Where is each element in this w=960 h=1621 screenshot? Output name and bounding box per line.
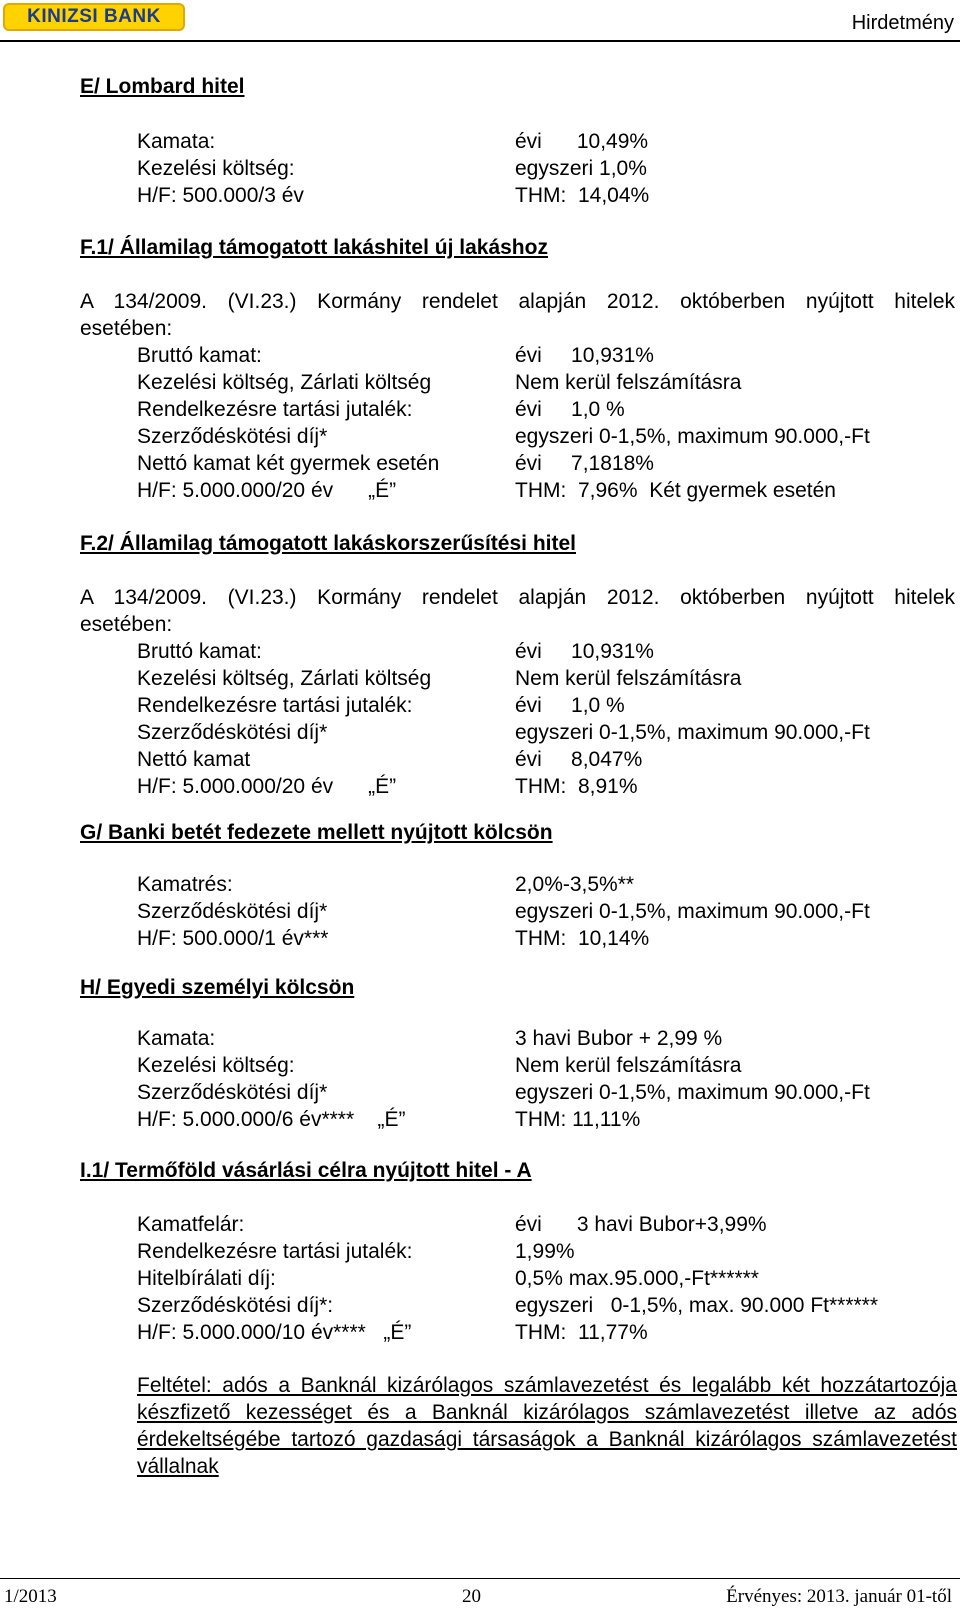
- row-value: évi 1,0 %: [515, 398, 625, 421]
- row-label: Bruttó kamat:: [137, 344, 262, 367]
- row-label: H/F: 5.000.000/6 év**** „É”: [137, 1108, 406, 1131]
- row-value: THM: 14,04%: [515, 184, 650, 207]
- row-label: H/F: 5.000.000/20 év „É”: [137, 479, 397, 502]
- footer-divider: [0, 1578, 960, 1579]
- row-value: THM: 11,77%: [515, 1321, 648, 1344]
- section-f1-title: F.1/ Államilag támogatott lakáshitel új lakáshoz: [80, 236, 548, 259]
- row-value: egyszeri 0-1,5%, maximum 90.000,-Ft: [515, 900, 870, 923]
- row-label: Kezelési költség, Zárlati költség: [137, 371, 432, 394]
- row-value: évi 10,931%: [515, 640, 654, 663]
- section-f2-title: F.2/ Államilag támogatott lakáskorszerűsítési hitel: [80, 532, 576, 555]
- row-label: H/F: 5.000.000/10 év**** „É”: [137, 1321, 412, 1344]
- row-label: Hitelbírálati díj:: [137, 1267, 276, 1290]
- row-label: Kamata:: [137, 1027, 216, 1050]
- intro-text: esetében:: [80, 317, 173, 340]
- bank-logo: [3, 3, 185, 31]
- section-g-title: G/ Banki betét fedezete mellett nyújtott kölcsön: [80, 821, 553, 844]
- row-label: Szerződéskötési díj*: [137, 425, 328, 448]
- row-value: évi 3 havi Bubor+3,99%: [515, 1213, 767, 1236]
- row-label: Szerződéskötési díj*: [137, 721, 328, 744]
- row-label: Kezelési költség:: [137, 1054, 295, 1077]
- row-label: Kezelési költség:: [137, 157, 295, 180]
- section-i1-title: I.1/ Termőföld vásárlási célra nyújtott hitel - A: [80, 1159, 532, 1182]
- row-value: THM: 8,91%: [515, 775, 638, 798]
- page-number: 20: [462, 1586, 481, 1607]
- row-label: Nettó kamat: [137, 748, 251, 771]
- row-label: Kezelési költség, Zárlati költség: [137, 667, 432, 690]
- row-value: 1,99%: [515, 1240, 575, 1263]
- row-value: évi 1,0 %: [515, 694, 625, 717]
- row-value: THM: 7,96% Két gyermek esetén: [515, 479, 836, 502]
- row-label: Szerződéskötési díj*:: [137, 1294, 334, 1317]
- header-divider: [0, 40, 960, 42]
- row-value: egyszeri 1,0%: [515, 157, 647, 180]
- footer-validity: Érvényes: 2013. január 01-től: [726, 1586, 952, 1607]
- row-value: THM: 10,14%: [515, 927, 650, 950]
- row-value: Nem kerül felszámításra: [515, 667, 742, 690]
- row-label: H/F: 500.000/1 év***: [137, 927, 329, 950]
- logo-text: KINIZSI BANK: [27, 6, 161, 27]
- row-label: Kamata:: [137, 130, 216, 153]
- row-value: évi 10,931%: [515, 344, 654, 367]
- footer-edition: 1/2013: [4, 1586, 57, 1607]
- condition-text: Feltétel: adós a Banknál kizárólagos számlavezetést és legalább két hozzátartozója készfizető kezességet és a Banknál kizárólagos számlavezetést illetve az adós érdekeltségébe tartozó gazdasági társaságok a Banknál kizárólagos számlavezetést vállalnak: [137, 1374, 957, 1478]
- row-label: H/F: 5.000.000/20 év „É”: [137, 775, 397, 798]
- row-value: évi 7,1818%: [515, 452, 654, 475]
- row-label: H/F: 500.000/3 év: [137, 184, 304, 207]
- row-value: egyszeri 0-1,5%, maximum 90.000,-Ft: [515, 721, 870, 744]
- intro-text: esetében:: [80, 613, 173, 636]
- row-value: évi 8,047%: [515, 748, 643, 771]
- row-label: Bruttó kamat:: [137, 640, 262, 663]
- row-value: egyszeri 0-1,5%, maximum 90.000,-Ft: [515, 425, 870, 448]
- row-value: 3 havi Bubor + 2,99 %: [515, 1027, 723, 1050]
- row-value: 0,5% max.95.000,-Ft******: [515, 1267, 759, 1290]
- row-label: Szerződéskötési díj*: [137, 1081, 328, 1104]
- section-h-title: H/ Egyedi személyi kölcsön: [80, 976, 355, 999]
- row-label: Rendelkezésre tartási jutalék:: [137, 1240, 413, 1263]
- row-value: egyszeri 0-1,5%, max. 90.000 Ft******: [515, 1294, 879, 1317]
- row-value: 2,0%-3,5%**: [515, 873, 635, 896]
- row-value: Nem kerül felszámításra: [515, 1054, 742, 1077]
- row-value: egyszeri 0-1,5%, maximum 90.000,-Ft: [515, 1081, 870, 1104]
- row-label: Rendelkezésre tartási jutalék:: [137, 398, 413, 421]
- row-value: évi 10,49%: [515, 130, 649, 153]
- row-value: Nem kerül felszámításra: [515, 371, 742, 394]
- intro-text: A 134/2009. (VI.23.) Kormány rendelet alapján 2012. októberben nyújtott hitelek: [80, 586, 955, 609]
- section-e-title: E/ Lombard hitel: [80, 75, 245, 98]
- row-label: Rendelkezésre tartási jutalék:: [137, 694, 413, 717]
- intro-text: A 134/2009. (VI.23.) Kormány rendelet alapján 2012. októberben nyújtott hitelek: [80, 290, 955, 313]
- row-value: THM: 11,11%: [515, 1108, 641, 1131]
- row-label: Kamatfelár:: [137, 1213, 245, 1236]
- row-label: Szerződéskötési díj*: [137, 900, 328, 923]
- document-type: Hirdetmény: [851, 12, 954, 34]
- row-label: Kamatrés:: [137, 873, 233, 896]
- row-label: Nettó kamat két gyermek esetén: [137, 452, 440, 475]
